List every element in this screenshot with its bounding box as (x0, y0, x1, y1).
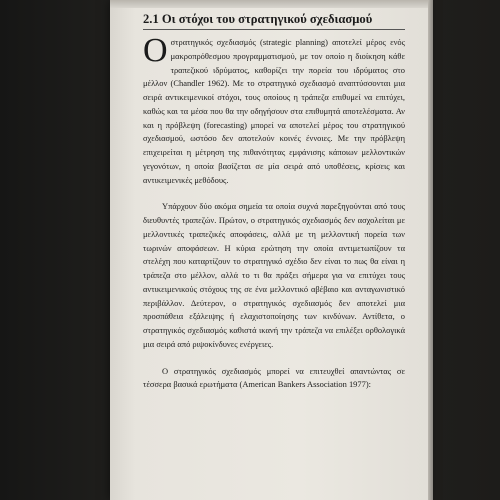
drop-cap: Ο (143, 32, 168, 69)
page-edge (428, 0, 433, 500)
page-content (143, 12, 405, 392)
page-top-shadow (110, 0, 428, 8)
section-heading: 2.1 Οι στόχοι του στρατηγικού σχεδιασμού (143, 12, 405, 30)
paragraph-1 (143, 32, 405, 187)
paragraph-3: Ο στρατηγικός σχεδιασμός μπορεί να επιτευχθεί απαντώντας σε τέσσερα βασικά ερωτήματα (American Bankers Association 1977): (143, 365, 405, 390)
paragraph-1-text: στρατηγικός σχεδιασμός (strategic planning) αποτελεί μέρος ενός μακροπρόθεσμου προγραμματισμού, με τον οποίο η διοίκηση κάθε τραπεζικού ιδρύματος, καθορίζει την πορεία του ιδρύματος στο μέλλον (Chandler 1962). Με το στρατηγικό σχεδιασμό αναπτύσσονται μια σειρά αντικειμενικοί στόχοι, τους οποίους η τράπεζα επιθυμεί να επιτύχει, καθώς και τα μέσα που θα την οδηγήσουν στα επιθυμητά αποτελέσματα. Αν και η πρόβλεψη (forecasting) μπορεί να αποτελεί μέρος του στρατηγικού σχεδιασμού, ωστόσο δεν αποτελούν κοινές έννοιες. Με την πρόβλεψη επιχειρείται η μέτρηση της πιθανότητας εμφάνισης κάποιων μελλοντικών γεγονότων, η οποία βασίζεται σε μία σειρά από υποθέσεις, κρίσεις και αντικειμενικές μεθόδους. (143, 37, 405, 185)
book-page (110, 0, 428, 500)
paragraph-2: Υπάρχουν δύο ακόμα σημεία τα οποία συχνά παρεξηγούνται από τους διευθυντές τραπεζών. Πρώτον, ο στρατηγικός σχεδιασμός δεν ασχολείται με μελλοντικές τραπεζικές αποφάσεις, αλλά με τη μελλοντική πορεία των τωρινών αποφάσεων. Η κύρια ερώτηση την οποία αντιμετωπίζουν τα στελέχη που καταρτίζουν το στρατηγικό σχέδιο δεν είναι το πως θα είναι η τράπεζα στο μέλλον, αλλά το τι θα πράξει σήμερα για να επιτύχει τους αντικειμενικούς στόχους της σε ένα μελλοντικό αβέβαιο και ανταγωνιστικό περιβάλλον. Δεύτερον, ο στρατηγικός σχεδιασμός δεν αποτελεί μια προσπάθεια εξάλειψης ή ελαχιστοποίησης των κινδύνων. Αντίθετα, ο στρατηγικός σχεδιασμός καθιστά ικανή την τράπεζα να επιλέξει ορθολογικά μια σειρά από ριψοκίνδυνες ενέργειες. (143, 201, 405, 349)
